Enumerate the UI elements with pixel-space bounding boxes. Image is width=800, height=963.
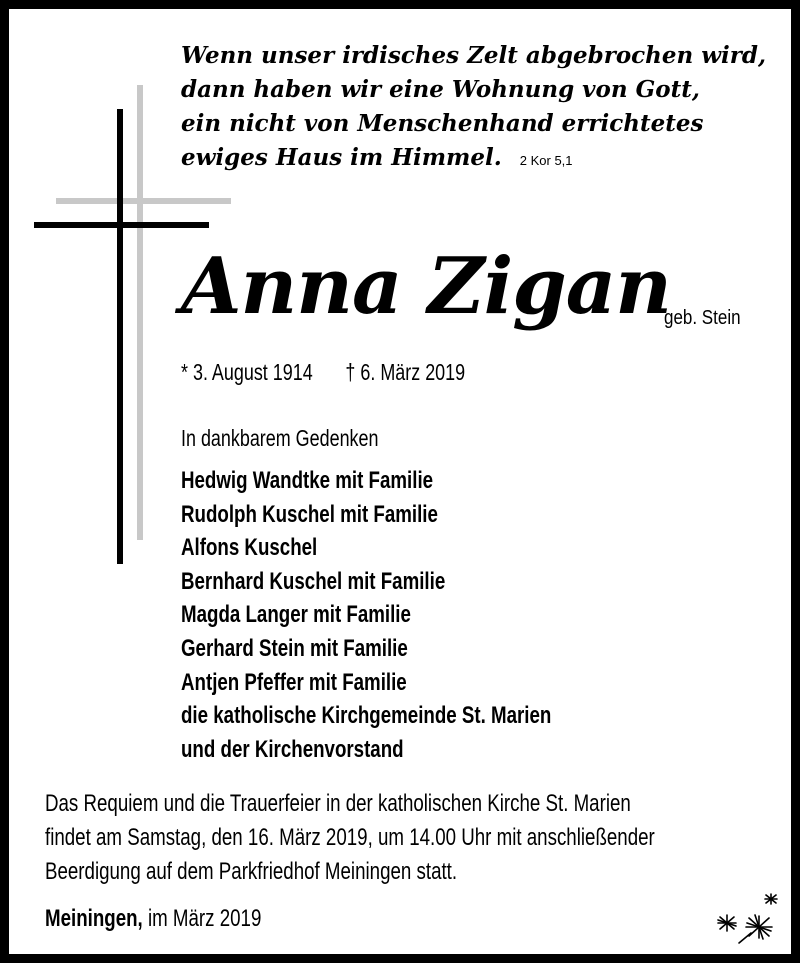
service-line: findet am Samstag, den 16. März 2019, um 14.00 Uhr mit anschließender — [45, 824, 655, 851]
deceased-name: Anna Zigan — [181, 241, 671, 332]
verse-reference: 2 Kor 5,1 — [519, 153, 573, 168]
mourner: Hedwig Wandtke mit Familie — [181, 467, 434, 494]
service-line: Beerdigung auf dem Parkfriedhof Meiningen statt. — [45, 858, 458, 885]
mourner: und der Kirchenvorstand — [181, 735, 404, 763]
death-date: † 6. März 2019 — [345, 359, 466, 385]
verse-line-text: ewiges Haus im Himmel. — [181, 144, 502, 171]
verse-line-last — [181, 141, 701, 178]
verse-line: dann haben wir eine Wohnung von Gott, — [181, 76, 700, 103]
place-city: Meiningen, — [45, 905, 143, 932]
place-date — [45, 905, 261, 933]
cross-vertical — [117, 109, 123, 564]
mourner: Magda Langer mit Familie — [181, 601, 411, 629]
place-date-text: im März 2019 — [147, 905, 262, 932]
bible-verse — [181, 39, 766, 178]
mourner: Gerhard Stein mit Familie — [181, 634, 408, 662]
bird-mark-icon — [709, 889, 784, 949]
birth-date: * 3. August 1914 — [181, 359, 313, 385]
verse-line: ein nicht von Menschenhand errichtetes — [181, 110, 704, 137]
cross-shadow-horizontal — [56, 198, 231, 204]
birth-name: geb. Stein — [664, 307, 741, 329]
mourner: Alfons Kuschel — [181, 534, 318, 562]
mourner: die katholische Kirchgemeinde St. Marien — [181, 702, 552, 730]
mourner: Bernhard Kuschel mit Familie — [181, 567, 446, 595]
mourners-list — [181, 464, 551, 766]
life-dates — [181, 359, 465, 386]
gedenken-heading: In dankbarem Gedenken — [181, 425, 379, 451]
mourner: Antjen Pfeffer mit Familie — [181, 668, 407, 696]
service-line: Das Requiem und die Trauerfeier in der katholischen Kirche St. Marien — [45, 790, 631, 817]
mourner: Rudolph Kuschel mit Familie — [181, 500, 438, 528]
verse-line: Wenn unser irdisches Zelt abgebrochen wird, — [181, 42, 766, 69]
service-info — [45, 787, 655, 889]
cross-shadow-vertical — [137, 85, 143, 540]
cross-horizontal — [34, 222, 209, 228]
